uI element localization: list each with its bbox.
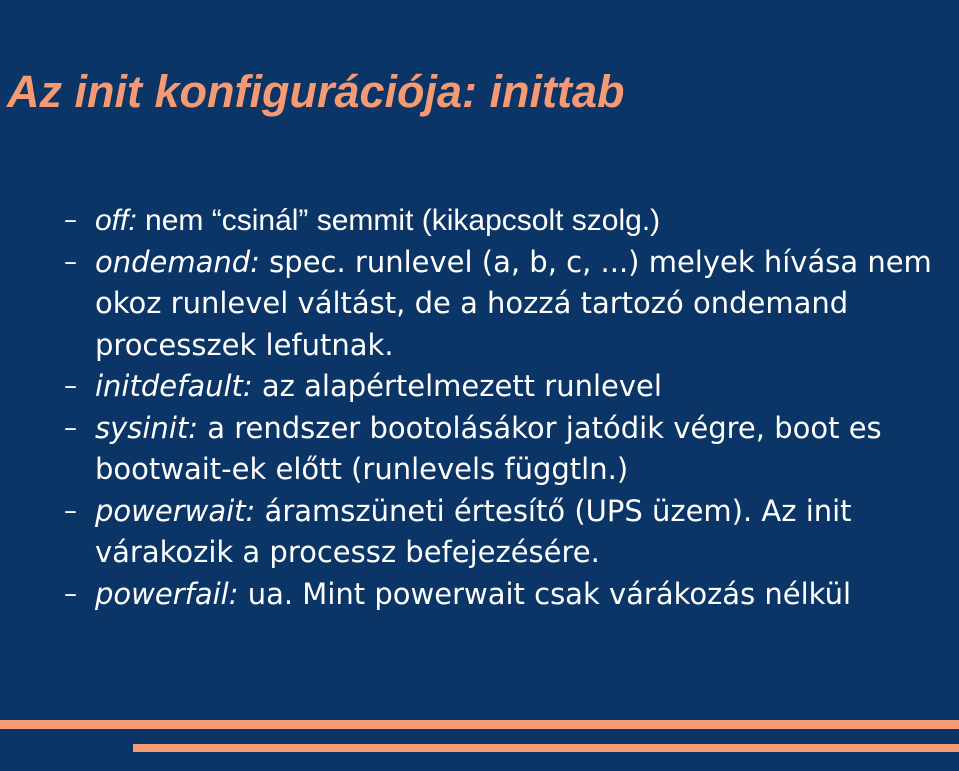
bullet-dash: –	[64, 578, 77, 609]
decorative-bar-top	[0, 720, 959, 729]
bullet-item-initdefault	[0, 366, 959, 408]
bullet-item-powerwait	[0, 491, 959, 574]
bullet-term: initdefault:	[95, 369, 253, 403]
bullet-description: ua. Mint powerwait csak várákozás nélkül	[238, 576, 852, 611]
bullet-term: powerwait:	[95, 493, 256, 528]
bullet-dash: –	[64, 205, 77, 235]
bullet-list	[0, 200, 959, 615]
bullet-dash: –	[64, 412, 77, 443]
bullet-description: spec. runlevel (a, b, c, ...) melyek hívása nem okoz runlevel váltást, de a hozzá tartozó ondemand processzek lefutnak.	[95, 244, 932, 362]
bullet-item-sysinit	[0, 408, 959, 491]
bullet-dash: –	[64, 246, 77, 277]
bullet-term: off:	[95, 204, 137, 237]
bullet-term: powerfail:	[95, 576, 239, 611]
decorative-bar-bottom	[133, 744, 959, 752]
bullet-description: áramszüneti értesítő (UPS üzem). Az init várakozik a processz befejezésére.	[95, 493, 852, 569]
bullet-description: nem “csinál” semmit (kikapcsolt szolg.)	[136, 204, 661, 237]
bullet-term: ondemand:	[95, 244, 260, 279]
bullet-description: a rendszer bootolásákor jatódik végre, boot es bootwait-ek előtt (runlevels függtln.)	[95, 410, 882, 486]
bullet-dash: –	[64, 371, 77, 401]
bullet-item-off	[0, 200, 959, 242]
bullet-item-ondemand	[0, 242, 959, 367]
bullet-item-powerfail	[0, 574, 959, 616]
slide-title: Az init konfigurációja: inittab	[7, 66, 625, 117]
bullet-dash: –	[64, 495, 77, 526]
bullet-term: sysinit:	[95, 410, 199, 445]
bullet-description: az alapértelmezett runlevel	[252, 369, 662, 403]
